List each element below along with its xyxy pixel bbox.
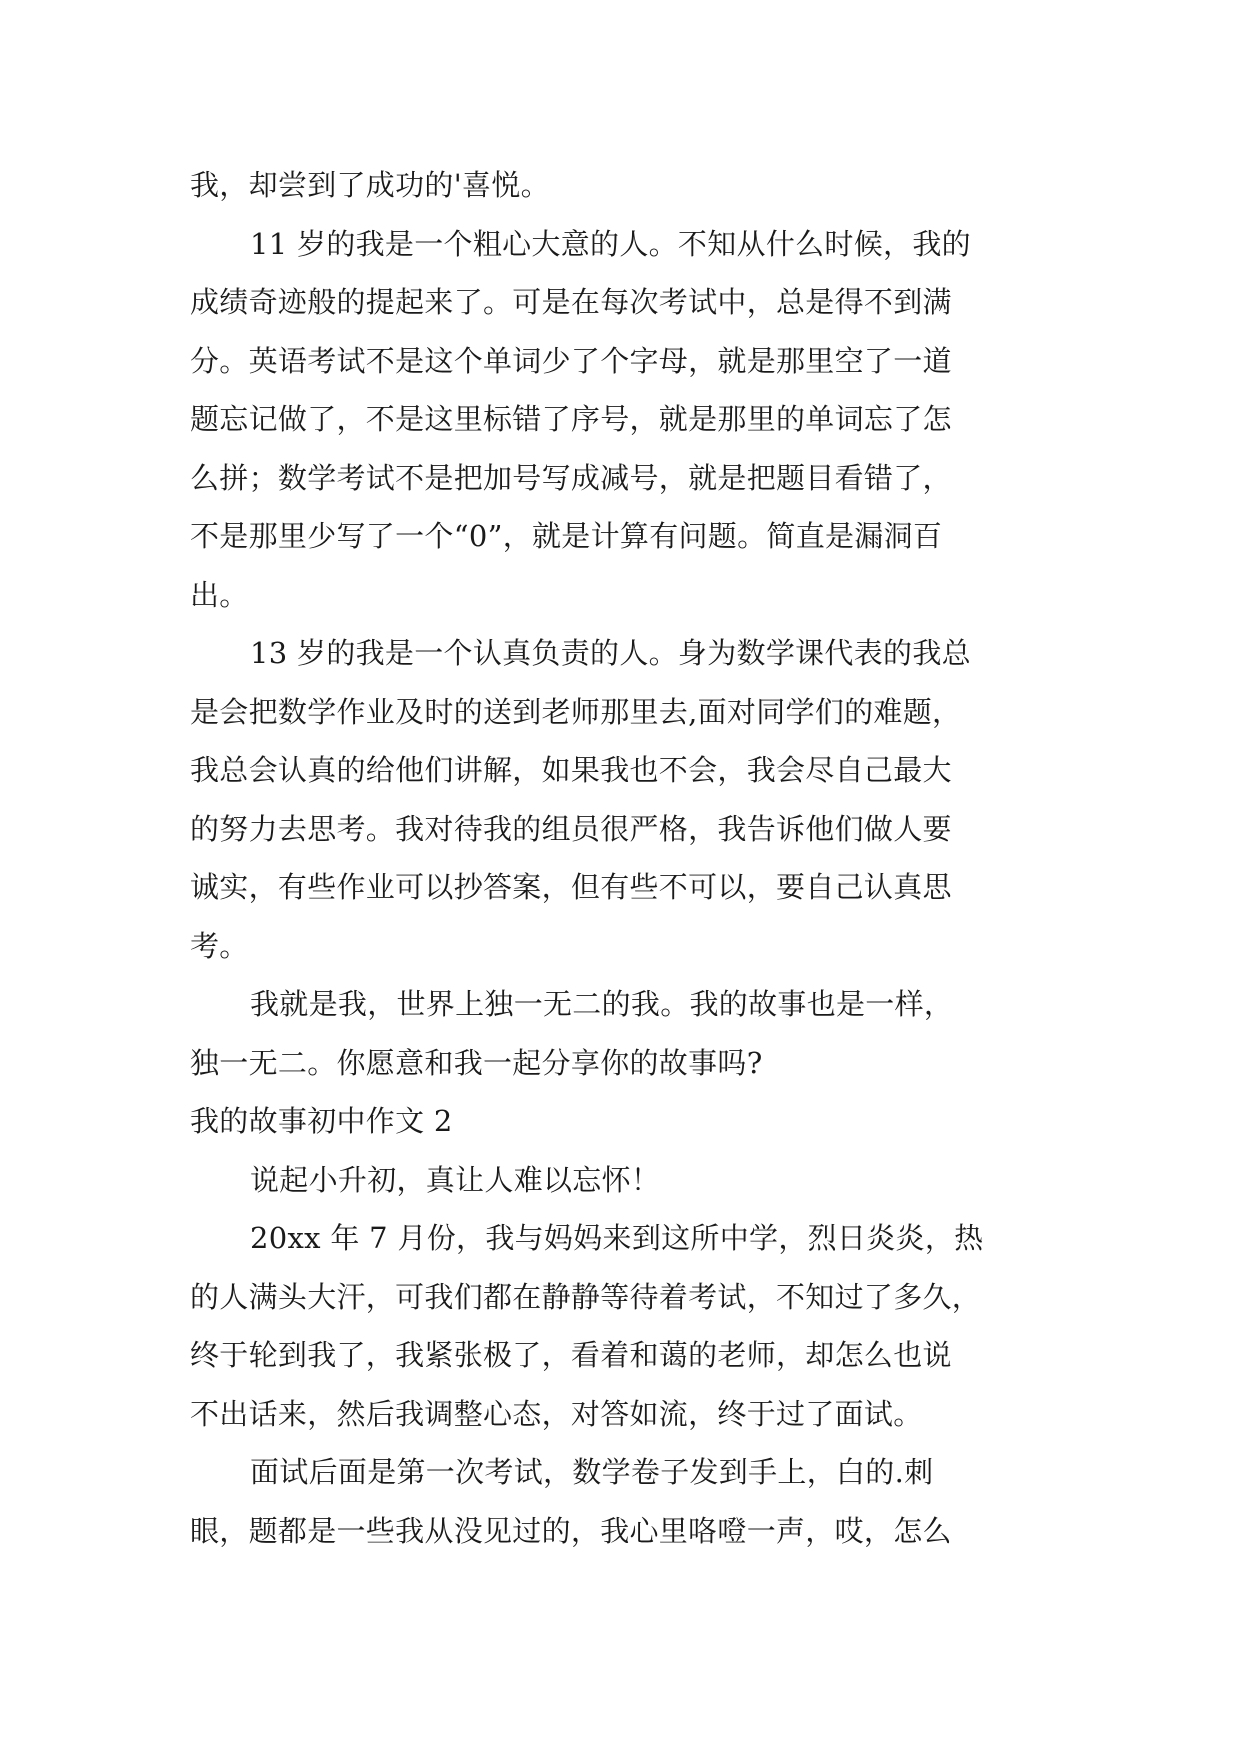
text-line: 的人满头大汗，可我们都在静静等待着考试，不知过了多久， — [190, 1279, 982, 1314]
paragraph-first-line: 13 岁的我是一个认真负责的人。身为数学课代表的我总 — [250, 636, 971, 670]
paragraph-first-line: 11 岁的我是一个粗心大意的人。不知从什么时候，我的 — [250, 226, 971, 261]
text-line: 终于轮到我了，我紧张极了，看着和蔼的老师，却怎么也说 — [190, 1338, 952, 1372]
text-line: 不出话来，然后我调整心态，对答如流，终于过了面试。 — [190, 1396, 923, 1431]
paragraph-first-line: 20xx 年 7 月份，我与妈妈来到这所中学，烈日炎炎，热 — [250, 1221, 984, 1255]
paragraph-first-line: 我就是我，世界上独一无二的我。我的故事也是一样， — [250, 987, 954, 1021]
text-line: 我的故事初中作文 2 — [190, 1104, 453, 1138]
paragraph-first-line: 说起小升初，真让人难以忘怀！ — [250, 1162, 661, 1197]
text-line: 出。 — [190, 577, 249, 612]
text-line: 考。 — [190, 928, 249, 963]
document-body — [190, 156, 1055, 1560]
text-line: 眼，题都是一些我从没见过的，我心里咯噔一声，哎，怎么 — [190, 1513, 952, 1548]
text-line: 么拼；数学考试不是把加号写成减号，就是把题目看错了， — [190, 460, 952, 495]
paragraph-first-line: 面试后面是第一次考试，数学卷子发到手上，白的.刺 — [250, 1455, 934, 1489]
text-line: 分。英语考试不是这个单词少了个字母，就是那里空了一道 — [190, 343, 952, 378]
text-line: 我总会认真的给他们讲解，如果我也不会，我会尽自己最大 — [190, 753, 952, 787]
text-line: 是会把数学作业及时的送到老师那里去,面对同学们的难题， — [190, 694, 962, 729]
text-line: 题忘记做了，不是这里标错了序号，就是那里的单词忘了怎 — [190, 402, 952, 436]
text-line: 的努力去思考。我对待我的组员很严格，我告诉他们做人要 — [190, 811, 952, 846]
text-line: 成绩奇迹般的提起来了。可是在每次考试中，总是得不到满 — [190, 285, 952, 319]
text-line: 独一无二。你愿意和我一起分享你的故事吗? — [190, 1045, 763, 1080]
text-line: 诚实，有些作业可以抄答案，但有些不可以，要自己认真思 — [190, 870, 952, 904]
text-line: 不是那里少写了一个“0”，就是计算有问题。简直是漏洞百 — [190, 519, 943, 553]
text-line: 我，却尝到了成功的'喜悦。 — [190, 168, 550, 202]
